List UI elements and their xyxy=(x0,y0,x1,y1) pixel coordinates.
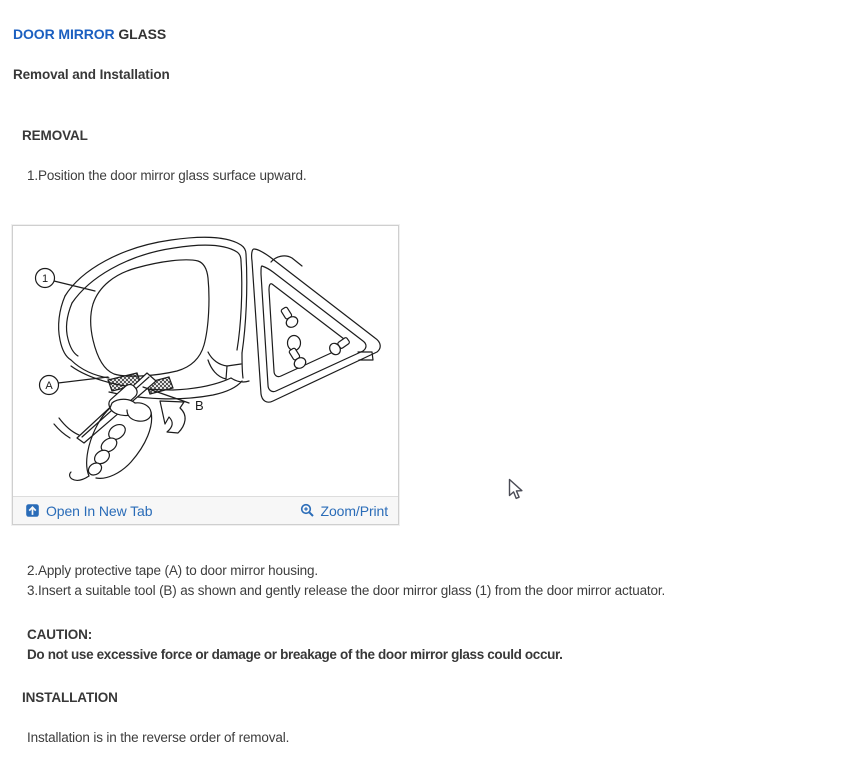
open-in-new-tab-link[interactable] xyxy=(25,503,152,519)
installation-text: Installation is in the reverse order of removal. xyxy=(27,730,290,745)
zoom-print-link[interactable] xyxy=(300,503,388,519)
mirror-glass xyxy=(91,260,209,376)
caution-text: Do not use excessive force or damage or breakage of the door mirror glass could occur. xyxy=(27,647,563,662)
mouse-cursor xyxy=(508,478,525,506)
open-in-new-tab-icon xyxy=(25,503,40,518)
rotation-arrow xyxy=(160,401,185,433)
zoom-icon xyxy=(300,503,315,518)
bolt-icon xyxy=(278,305,299,329)
removal-heading: REMOVAL xyxy=(22,128,88,143)
caution-heading: CAUTION: xyxy=(27,627,93,642)
removal-step-1: 1.Position the door mirror glass surface upward. xyxy=(27,168,307,183)
removal-steps-2-3 xyxy=(27,561,665,601)
procedure-subtitle: Removal and Installation xyxy=(13,67,170,82)
callout-tape xyxy=(40,376,109,395)
figure-toolbar xyxy=(13,496,398,524)
removal-step-2: 2.Apply protective tape (A) to door mirror housing. xyxy=(27,563,318,578)
open-in-new-tab-label: Open In New Tab xyxy=(46,502,153,519)
mirror-diagram xyxy=(13,226,398,496)
installation-heading: INSTALLATION xyxy=(22,690,118,705)
page-title-section: DOOR MIRROR xyxy=(13,26,115,42)
svg-text:B: B xyxy=(195,398,204,413)
svg-text:1: 1 xyxy=(41,273,49,285)
svg-text:A: A xyxy=(45,380,53,392)
figure-viewer xyxy=(12,225,399,525)
page-title xyxy=(13,26,166,42)
door-mount-bracket xyxy=(252,249,381,402)
zoom-print-label: Zoom/Print xyxy=(320,502,388,519)
hand xyxy=(54,399,152,480)
page-title-component: GLASS xyxy=(118,26,167,42)
removal-step-3: 3.Insert a suitable tool (B) as shown and gently release the door mirror glass (1) from the door mirror actuator. xyxy=(27,583,666,598)
